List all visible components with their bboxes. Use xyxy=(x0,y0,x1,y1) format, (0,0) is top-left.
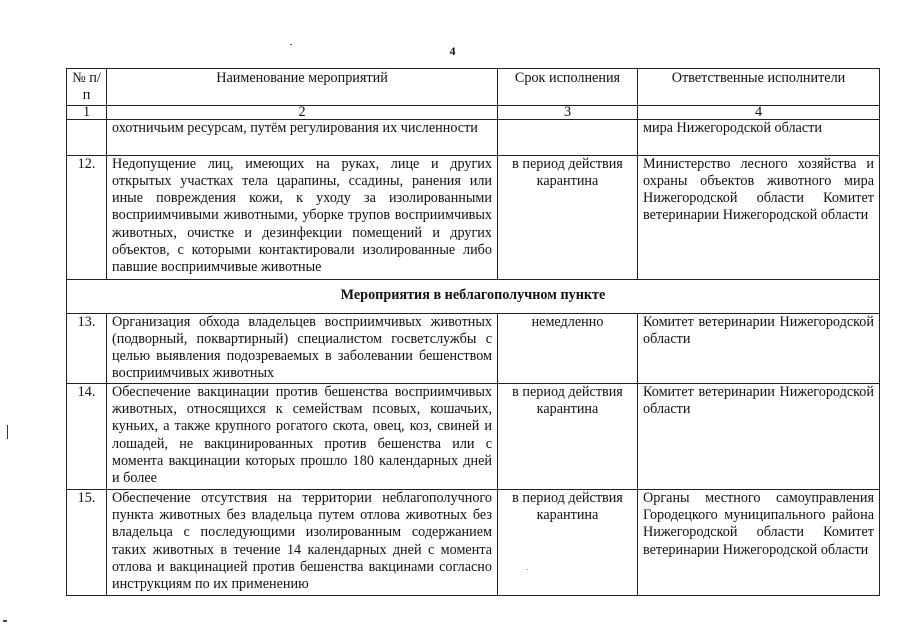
section-title: Мероприятия в неблагополучном пункте xyxy=(67,279,880,313)
column-number-2: 2 xyxy=(107,105,498,119)
header-number: № п/п xyxy=(67,69,107,106)
row-responsible: Комитет ветеринарии Нижегородской области xyxy=(638,313,880,383)
row-term: в период действия карантина xyxy=(498,383,638,489)
scan-speck xyxy=(290,44,292,45)
row-number: 12. xyxy=(67,155,107,279)
row-measure-text: Организация обхода владельцев восприимчивых животных (подворный, поквартирный) специалистом госветслужбы с целью выявления подозреваемых в заболевании бешенством восприимчивых животных xyxy=(107,313,498,383)
row-measure-text: Обеспечение отсутствия на территории неблагополучного пункта животных без владельца путем отлова животных без владельца с последующими изолированным содержанием таких животных в течение 14 календарных дней с момента отлова и вакцинацией против бешенства вакцинами согласно инструкциям по их применению xyxy=(107,489,498,595)
row-responsible: Комитет ветеринарии Нижегородской области xyxy=(638,383,880,489)
table-header-row xyxy=(67,69,880,106)
column-numbers-row xyxy=(67,105,880,119)
row-responsible: Министерство лесного хозяйства и охраны объектов животного мира Нижегородской области Комитет ветеринарии Нижегородской области xyxy=(638,155,880,279)
row-responsible: мира Нижегородской области xyxy=(638,119,880,155)
row-number: 14. xyxy=(67,383,107,489)
header-term: Срок исполнения xyxy=(498,69,638,106)
column-number-3: 3 xyxy=(498,105,638,119)
row-term: в период действия карантина xyxy=(498,155,638,279)
table-row xyxy=(67,119,880,155)
table-row xyxy=(67,313,880,383)
row-number: 13. xyxy=(67,313,107,383)
table-row xyxy=(67,489,880,595)
table-row xyxy=(67,155,880,279)
row-term: немедленно xyxy=(498,313,638,383)
measures-table xyxy=(66,68,880,596)
row-measure-text: Недопущение лиц, имеющих на руках, лице и других открытых участках тела царапины, ссадины, ранения или иные повреждения кожи, к уходу за изолированными восприимчивыми животными, уборке трупов восприимчивых животных, очистке и дезинфекции помещений и других объектов, с которыми контактировали изолированные либо павшие восприимчивые животные xyxy=(107,155,498,279)
section-row xyxy=(67,279,880,313)
table-row xyxy=(67,383,880,489)
scan-speck xyxy=(3,620,7,622)
column-number-1: 1 xyxy=(67,105,107,119)
page-number: 4 xyxy=(449,44,456,58)
row-measure-text: Обеспечение вакцинации против бешенства восприимчивых животных, относящихся к семействам псовых, кошачьих, куньих, а также крупного рогатого скота, овец, коз, свиней и лошадей, не вакцинированных против бешенства или с момента вакцинации которых прошло 180 календарных дней и более xyxy=(107,383,498,489)
row-number xyxy=(67,119,107,155)
row-number: 15. xyxy=(67,489,107,595)
scan-speck xyxy=(527,569,528,570)
row-measure-text: охотничьим ресурсам, путём регулирования их численности xyxy=(107,119,498,155)
column-number-4: 4 xyxy=(638,105,880,119)
header-responsible: Ответственные исполнители xyxy=(638,69,880,106)
row-term: в период действия карантина xyxy=(498,489,638,595)
row-responsible: Органы местного самоуправления Городецкого муниципального района Нижегородской области Комитет ветеринарии Нижегородской области xyxy=(638,489,880,595)
scan-margin-mark xyxy=(7,425,8,439)
header-measures: Наименование мероприятий xyxy=(107,69,498,106)
row-term xyxy=(498,119,638,155)
